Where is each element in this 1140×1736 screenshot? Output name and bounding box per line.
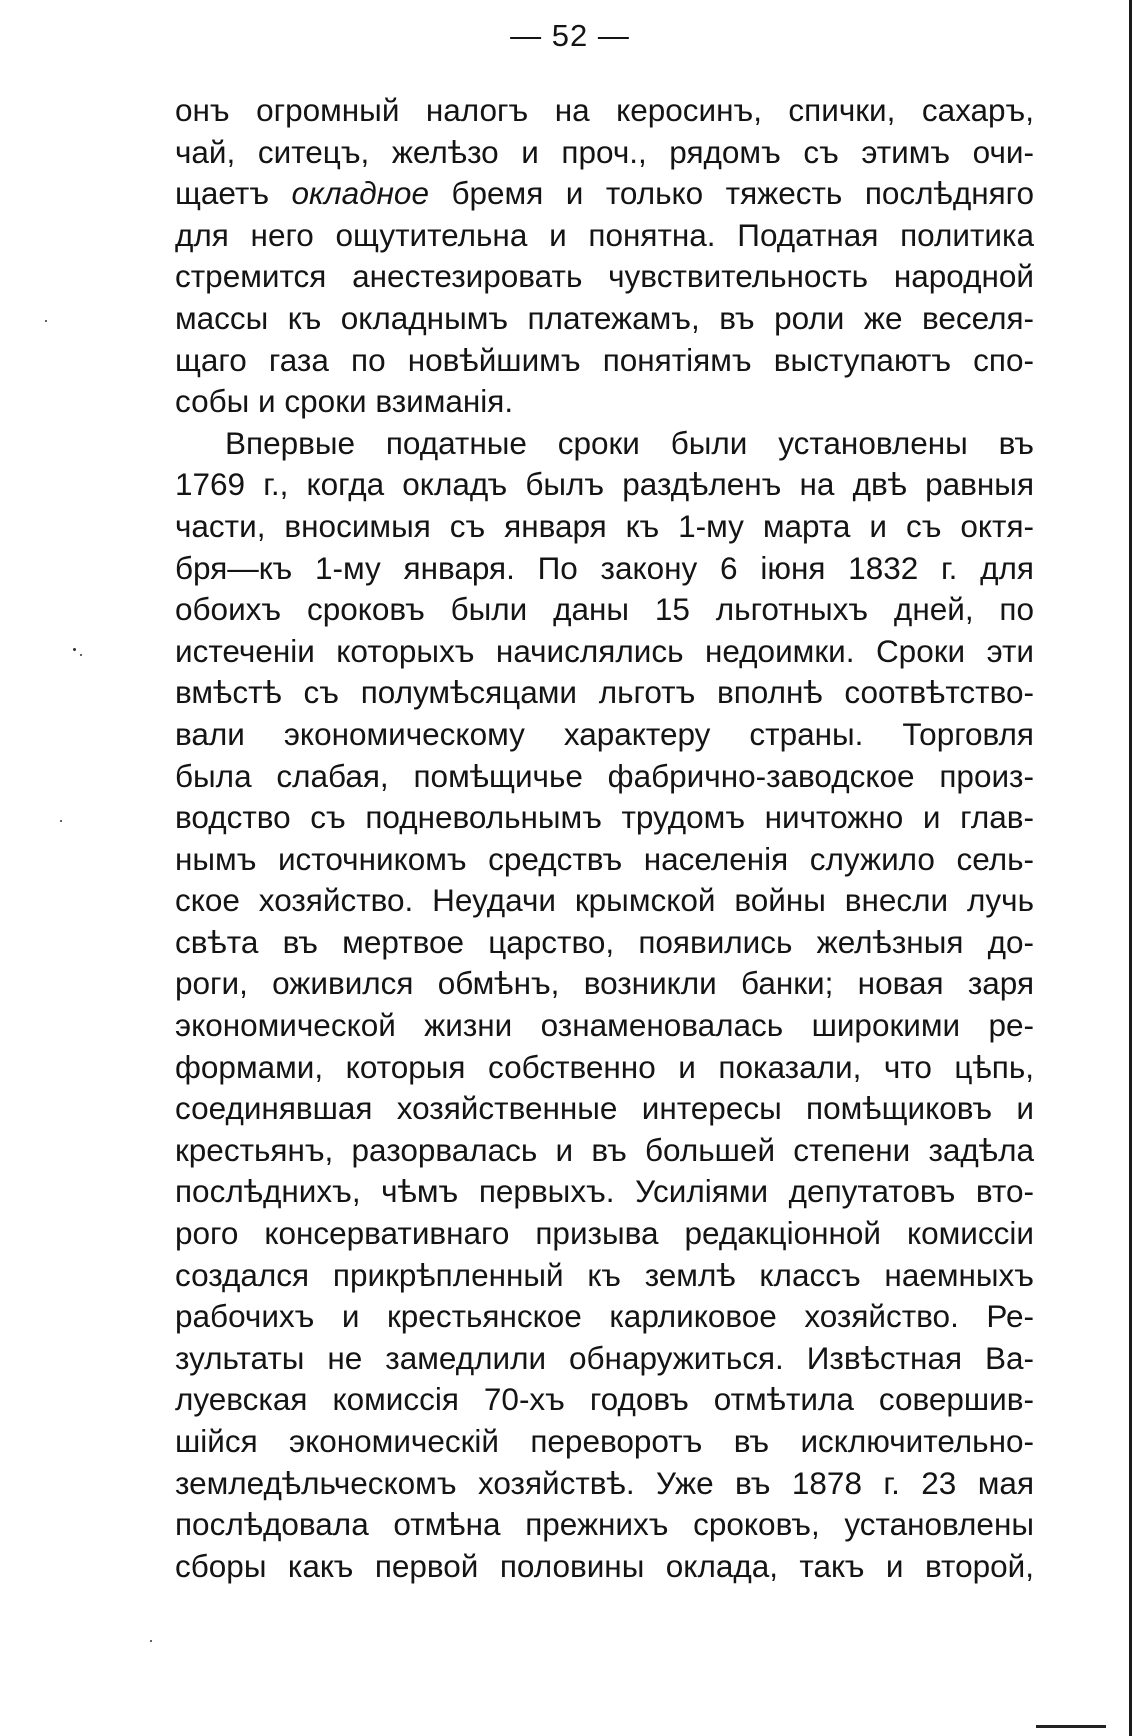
text-line: свѣта въ мертвое царство, появились желѣзныя до- [175, 923, 1034, 960]
text-line: ское хозяйство. Неудачи крымской войны внесли лучь [175, 882, 1034, 919]
text-line: рабочихъ и крестьянское карликовое хозяйство. Ре- [175, 1298, 1034, 1335]
text-line [175, 173, 1034, 215]
text-line: стремится анестезировать чувствительность народной [175, 258, 1034, 295]
text-line: формами, которыя собственно и показали, что цѣпь, [175, 1048, 1034, 1085]
text-line: онъ огромный налогъ на керосинъ, спички, сахаръ, [175, 92, 1034, 128]
paragraph-2 [175, 423, 1034, 1588]
text-line: была слабая, помѣщичье фабрично-заводское произ- [175, 757, 1034, 794]
text-line: крестьянъ, разорвалась и въ большей степени задѣла [175, 1131, 1034, 1168]
text-line: для него ощутительна и понятна. Податная политика [175, 216, 1034, 253]
text-line: чай, ситецъ, желѣзо и проч., рядомъ съ этимъ очи- [175, 133, 1034, 170]
text-line: бря—къ 1-му января. По закону 6 іюня 1832 г. для [175, 549, 1034, 586]
text-line: луевская комиссія 70-хъ годовъ отмѣтила совершив- [175, 1381, 1034, 1418]
text-run: бремя и только тяжесть послѣдняго [428, 175, 1034, 212]
text-line: массы къ окладнымъ платежамъ, въ роли же веселя- [175, 299, 1034, 336]
scan-edge-mark [1036, 1725, 1106, 1728]
body-text [175, 90, 1034, 1587]
text-line: вали экономическому характеру страны. Торговля [175, 715, 1034, 752]
text-line: нымъ источникомъ средствъ населенія служило сель- [175, 840, 1034, 877]
text-line: земледѣльческомъ хозяйствѣ. Уже въ 1878 г. 23 мая [175, 1464, 1034, 1501]
scan-speck [73, 648, 76, 651]
page-number: — 52 — [510, 18, 630, 53]
text-line: соединявшая хозяйственные интересы помѣщиковъ и [175, 1090, 1034, 1127]
scan-speck [150, 1640, 152, 1642]
text-line: вмѣстѣ съ полумѣсяцами льготъ вполнѣ соотвѣтство- [175, 674, 1034, 711]
text-line: шійся экономическій переворотъ въ исключительно- [175, 1423, 1034, 1459]
paragraph-1 [175, 90, 1034, 423]
text-line: водство съ подневольнымъ трудомъ ничтожно и глав- [175, 799, 1034, 836]
scan-speck [60, 820, 62, 822]
text-line: рого консервативнаго призыва редакціонной комиссіи [175, 1215, 1034, 1252]
text-line: роги, оживился обмѣнъ, возникли банки; новая заря [175, 965, 1034, 1002]
text-line: сборы какъ первой половины оклада, такъ и второй, [175, 1547, 1034, 1584]
text-line: 1769 г., когда окладъ былъ раздѣленъ на двѣ равныя [175, 466, 1034, 503]
text-line: зультаты не замедлили обнаружиться. Извѣстная Ва- [175, 1339, 1034, 1376]
text-line: обоихъ сроковъ были даны 15 льготныхъ дней, по [175, 591, 1034, 628]
text-line: части, вносимыя съ января къ 1-му марта и съ октя- [175, 507, 1034, 544]
text-line: щаго газа по новѣйшимъ понятіямъ выступаютъ спо- [175, 341, 1034, 378]
scan-speck [80, 654, 82, 656]
text-line: Впервые податные сроки были установлены въ [225, 424, 1034, 461]
text-line: собы и сроки взиманія. [175, 383, 514, 420]
text-line: послѣднихъ, чѣмъ первыхъ. Усиліями депутатовъ вто- [175, 1173, 1034, 1210]
italic-term: окладное [291, 175, 429, 212]
text-line: истеченіи которыхъ начислялись недоимки. Сроки эти [175, 632, 1034, 669]
text-line: создался прикрѣпленный къ землѣ классъ наемныхъ [175, 1256, 1034, 1293]
text-run: щаетъ [175, 175, 292, 212]
text-line: экономической жизни ознаменовалась широкими ре- [175, 1007, 1034, 1044]
scan-speck [45, 320, 47, 322]
text-line: послѣдовала отмѣна прежнихъ сроковъ, установлены [175, 1506, 1034, 1543]
page-edge-shadow [1129, 0, 1132, 1736]
